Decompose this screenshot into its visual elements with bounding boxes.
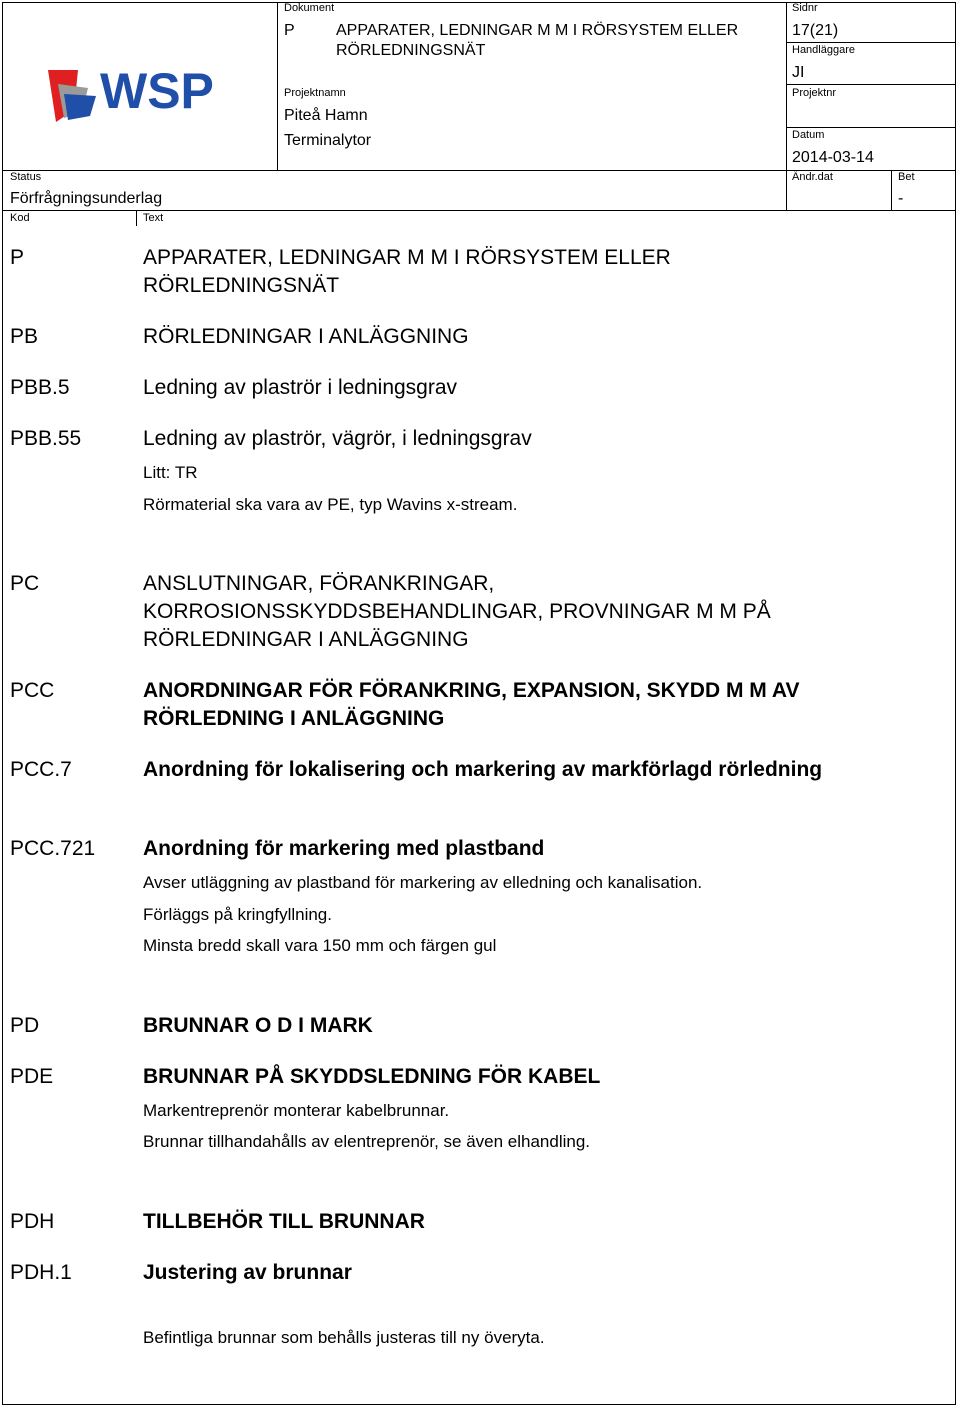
dokument-title: APPARATER, LEDNINGAR M M I RÖRSYSTEM ELLER RÖRLEDNINGSNÄT — [336, 22, 739, 59]
bet-value: - — [898, 190, 904, 207]
sidnr-label: Sidnr — [792, 2, 818, 14]
handlaggare-value: JI — [792, 64, 805, 81]
header-divider — [786, 42, 956, 43]
section-body: Litt: TR — [143, 463, 198, 482]
dokument-code: P — [284, 22, 295, 39]
wsp-logo — [44, 64, 244, 128]
section-code: PD — [10, 1014, 40, 1037]
bet-label: Bet — [898, 171, 915, 183]
section-body: Minsta bredd skall vara 150 mm och färgen gul — [143, 936, 497, 955]
projektnr-label: Projektnr — [792, 87, 837, 99]
projektnamn-line2: Terminalytor — [284, 132, 372, 149]
section-code: P — [10, 246, 25, 269]
datum-label: Datum — [792, 129, 825, 141]
section-code: PDH.1 — [10, 1261, 72, 1284]
header-divider — [891, 170, 892, 210]
svg-text:WSP: WSP — [100, 64, 214, 119]
section-body: Rörmaterial ska vara av PE, typ Wavins x-stream. — [143, 495, 518, 514]
projektnamn-label: Projektnamn — [284, 87, 346, 99]
section-code: PDH — [10, 1210, 55, 1233]
section-body: Befintliga brunnar som behålls justeras till ny överyta. — [143, 1328, 545, 1347]
section-code: PDE — [10, 1065, 54, 1088]
section-heading: BRUNNAR O D I MARK — [143, 1014, 373, 1037]
kod-label: Kod — [10, 212, 30, 224]
sidnr-value: 17(21) — [792, 22, 839, 39]
header-divider — [277, 2, 278, 171]
header-divider — [786, 127, 956, 128]
section-heading: TILLBEHÖR TILL BRUNNAR — [143, 1210, 425, 1233]
text-label: Text — [143, 212, 164, 224]
dokument-label: Dokument — [284, 2, 335, 14]
section-code: PBB.5 — [10, 376, 70, 399]
section-heading: Justering av brunnar — [143, 1261, 352, 1284]
datum-value: 2014-03-14 — [792, 149, 874, 166]
header-divider — [786, 84, 956, 85]
section-heading: Ledning av plaströr i ledningsgrav — [143, 376, 458, 399]
section-code: PCC.7 — [10, 758, 72, 781]
section-code: PCC — [10, 679, 55, 702]
section-body: Brunnar tillhandahålls av elentreprenör, se även elhandling. — [143, 1132, 591, 1151]
status-label: Status — [10, 171, 42, 183]
section-body: Förläggs på kringfyllning. — [143, 905, 332, 924]
section-heading: Ledning av plaströr, vägrör, i ledningsgrav — [143, 427, 532, 450]
section-body: Avser utläggning av plastband för markering av elledning och kanalisation. — [143, 873, 703, 892]
section-heading: Anordning för lokalisering och markering av markförlagd rörledning — [143, 758, 823, 781]
handlaggare-label: Handläggare — [792, 44, 855, 56]
section-code: PC — [10, 572, 40, 595]
section-code: PCC.721 — [10, 837, 96, 860]
section-heading: ANSLUTNINGAR, FÖRANKRINGAR, KORROSIONSSKYDDSBEHANDLINGAR, PROVNINGAR M M PÅ RÖRLEDNINGAR I ANLÄGGNING — [143, 572, 771, 651]
section-heading: BRUNNAR PÅ SKYDDSLEDNING FÖR KABEL — [143, 1065, 601, 1088]
section-heading: APPARATER, LEDNINGAR M M I RÖRSYSTEM ELLER RÖRLEDNINGSNÄT — [143, 246, 671, 297]
header-divider — [2, 210, 956, 211]
andr-dat-label: Ändr.dat — [792, 171, 833, 183]
section-code: PB — [10, 325, 39, 348]
section-body: Markentreprenör monterar kabelbrunnar. — [143, 1101, 450, 1120]
section-code: PBB.55 — [10, 427, 82, 450]
section-heading: Anordning för markering med plastband — [143, 837, 545, 860]
status-value: Förfrågningsunderlag — [10, 190, 163, 207]
projektnamn-line1: Piteå Hamn — [284, 107, 368, 124]
header-divider — [786, 2, 787, 210]
section-heading: RÖRLEDNINGAR I ANLÄGGNING — [143, 325, 469, 348]
header-divider — [136, 210, 137, 226]
section-heading: ANORDNINGAR FÖR FÖRANKRING, EXPANSION, SKYDD M M AV RÖRLEDNING I ANLÄGGNING — [143, 679, 800, 730]
